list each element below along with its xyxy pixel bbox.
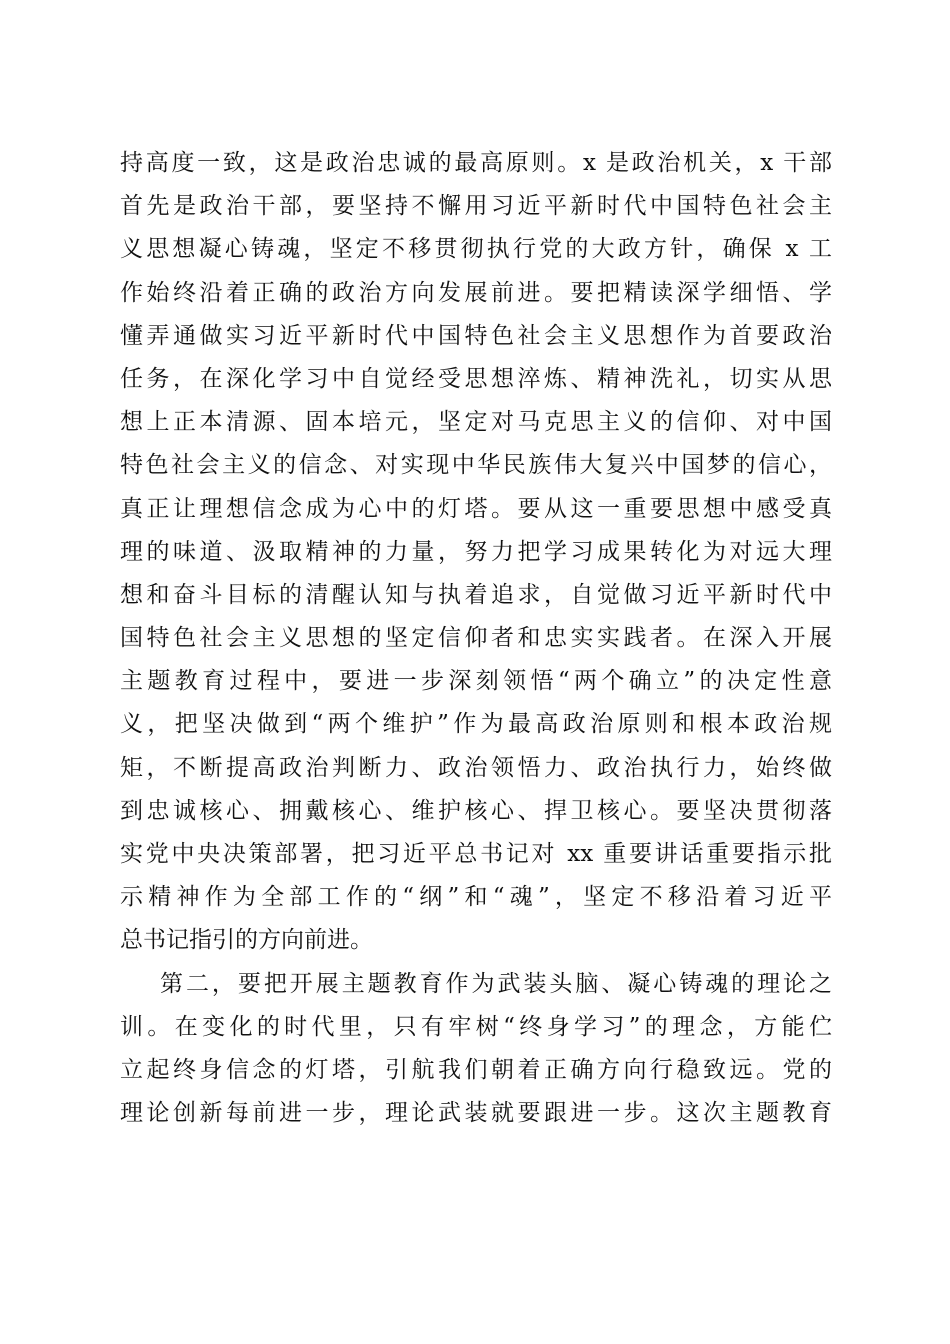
body-text	[120, 142, 832, 1135]
text-line: 示精神作为全部工作的“纲”和“魂”，坚定不移沿着习近平	[120, 884, 832, 911]
text-line: 持高度一致，这是政治忠诚的最高原则。x 是政治机关，x 干部	[120, 150, 832, 176]
text-line: 特色社会主义的信念、对实现中华民族伟大复兴中国梦的信心，	[120, 452, 832, 479]
text-line: 训。在变化的时代里，只有牢树“终身学习”的理念，方能伫	[120, 1013, 832, 1040]
text-line: 作始终沿着正确的政治方向发展前进。要把精读深学细悟、学	[120, 279, 832, 306]
text-line: 首先是政治干部，要坚持不懈用习近平新时代中国特色社会主	[120, 193, 832, 220]
text-line: 想上正本清源、固本培元，坚定对马克思主义的信仰、对中国	[120, 409, 832, 436]
text-line: 懂弄通做实习近平新时代中国特色社会主义思想作为首要政治	[120, 322, 832, 349]
text-line: 国特色社会主义思想的坚定信仰者和忠实实践者。在深入开展	[120, 625, 832, 652]
text-line: 实党中央决策部署，把习近平总书记对 xx 重要讲话重要指示批	[120, 841, 832, 867]
text-line: 立起终身信念的灯塔，引航我们朝着正确方向行稳致远。党的	[120, 1056, 832, 1083]
paragraph-end-line: 总书记指引的方向前进。	[120, 927, 373, 954]
text-line: 义，把坚决做到“两个维护”作为最高政治原则和根本政治规	[120, 711, 832, 738]
text-line: 想和奋斗目标的清醒认知与执着追求，自觉做习近平新时代中	[120, 581, 832, 608]
text-line: 真正让理想信念成为心中的灯塔。要从这一重要思想中感受真	[120, 495, 832, 522]
paragraph-start-line: 第二，要把开展主题教育作为武装头脑、凝心铸魂的理论之	[160, 970, 832, 997]
text-line: 理论创新每前进一步，理论武装就要跟进一步。这次主题教育	[120, 1100, 832, 1127]
text-line: 理的味道、汲取精神的力量，努力把学习成果转化为对远大理	[120, 538, 832, 565]
text-line: 主题教育过程中，要进一步深刻领悟“两个确立”的决定性意	[120, 668, 832, 695]
text-line: 矩，不断提高政治判断力、政治领悟力、政治执行力，始终做	[120, 754, 832, 781]
text-line: 义思想凝心铸魂，坚定不移贯彻执行党的大政方针，确保 x 工	[120, 236, 832, 263]
text-line: 任务，在深化学习中自觉经受思想淬炼、精神洗礼，切实从思	[120, 365, 832, 392]
text-line: 到忠诚核心、拥戴核心、维护核心、捍卫核心。要坚决贯彻落	[120, 797, 832, 824]
